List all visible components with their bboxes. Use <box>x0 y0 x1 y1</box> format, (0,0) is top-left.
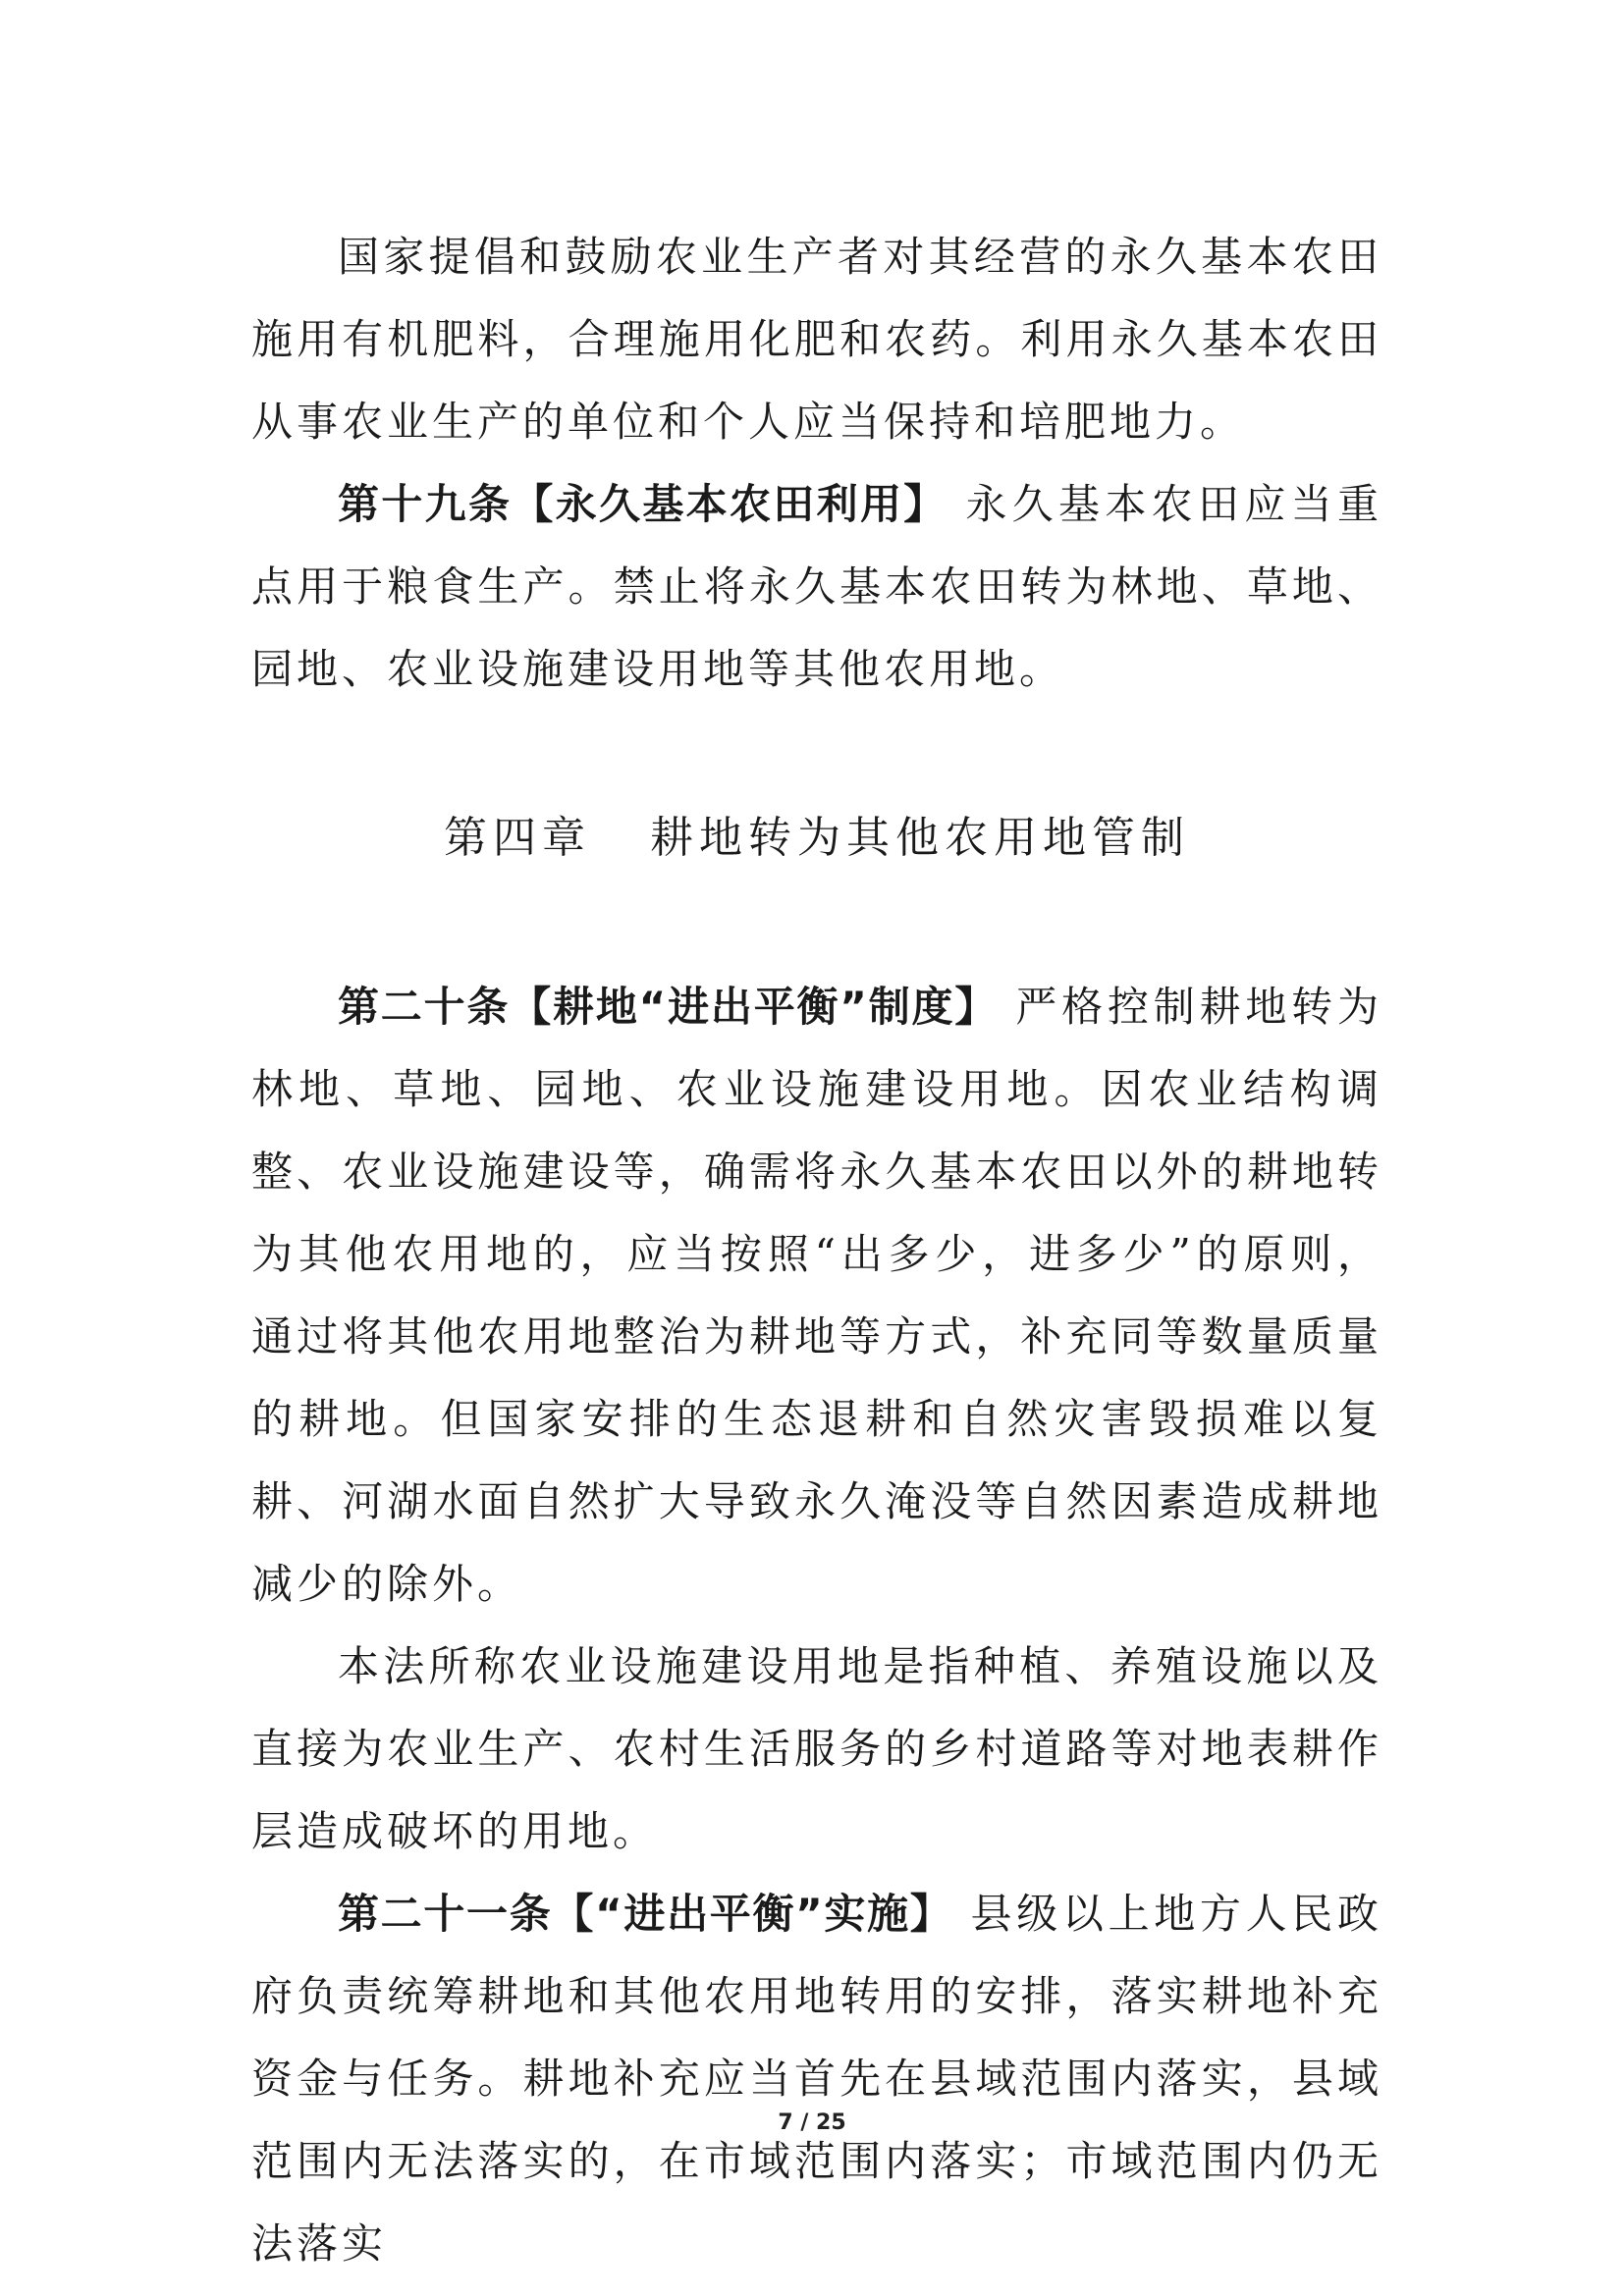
article-20-title: 第二十条【耕地“进出平衡”制度】 <box>338 983 999 1031</box>
article-19-title: 第十九条【永久基本农田利用】 <box>338 480 947 528</box>
article-21-text: 县级以上地方人民政府负责统筹耕地和其他农用地转用的安排，落实耕地补充资金与任务。耕地补充应当首先在县域范围内落实，县域范围内无法落实的，在市域范围内落实；市域范围内仍无法落实 <box>251 1890 1382 2268</box>
chapter-heading <box>251 797 1382 880</box>
chapter-name: 耕地转为其他农用地管制 <box>650 813 1190 863</box>
article-20-text: 严格控制耕地转为林地、草地、园地、农业设施建设用地。因农业结构调整、农业设施建设等，确需将永久基本农田以外的耕地转为其他农用地的，应当按照“出多少，进多少”的原则，通过将其他农用地整治为耕地等方式，补充同等数量质量的耕地。但国家安排的生态退耕和自然灾害毁损难以复耕、河湖水面自然扩大导致永久淹没等自然因素造成耕地减少的除外。 <box>251 983 1382 1608</box>
paragraph-text: 本法所称农业设施建设用地是指种植、养殖设施以及直接为农业生产、农村生活服务的乡村道路等对地表耕作层造成破坏的用地。 <box>251 1642 1382 1855</box>
paragraph-definition <box>251 1626 1382 1873</box>
article-20 <box>251 966 1382 1626</box>
chapter-number: 第四章 <box>444 813 591 863</box>
article-19 <box>251 463 1382 711</box>
paragraph-fertilizer <box>251 216 1382 463</box>
document-body <box>251 216 1382 2285</box>
article-21 <box>251 1873 1382 2285</box>
page-number: 7 / 25 <box>778 2110 846 2135</box>
article-19-text: 永久基本农田应当重点用于粮食生产。禁止将永久基本农田转为林地、草地、园地、农业设施建设用地等其他农用地。 <box>251 480 1382 693</box>
article-21-title: 第二十一条【“进出平衡”实施】 <box>338 1890 953 1938</box>
paragraph-text: 国家提倡和鼓励农业生产者对其经营的永久基本农田施用有机肥料，合理施用化肥和农药。利用永久基本农田从事农业生产的单位和个人应当保持和培肥地力。 <box>251 233 1382 446</box>
